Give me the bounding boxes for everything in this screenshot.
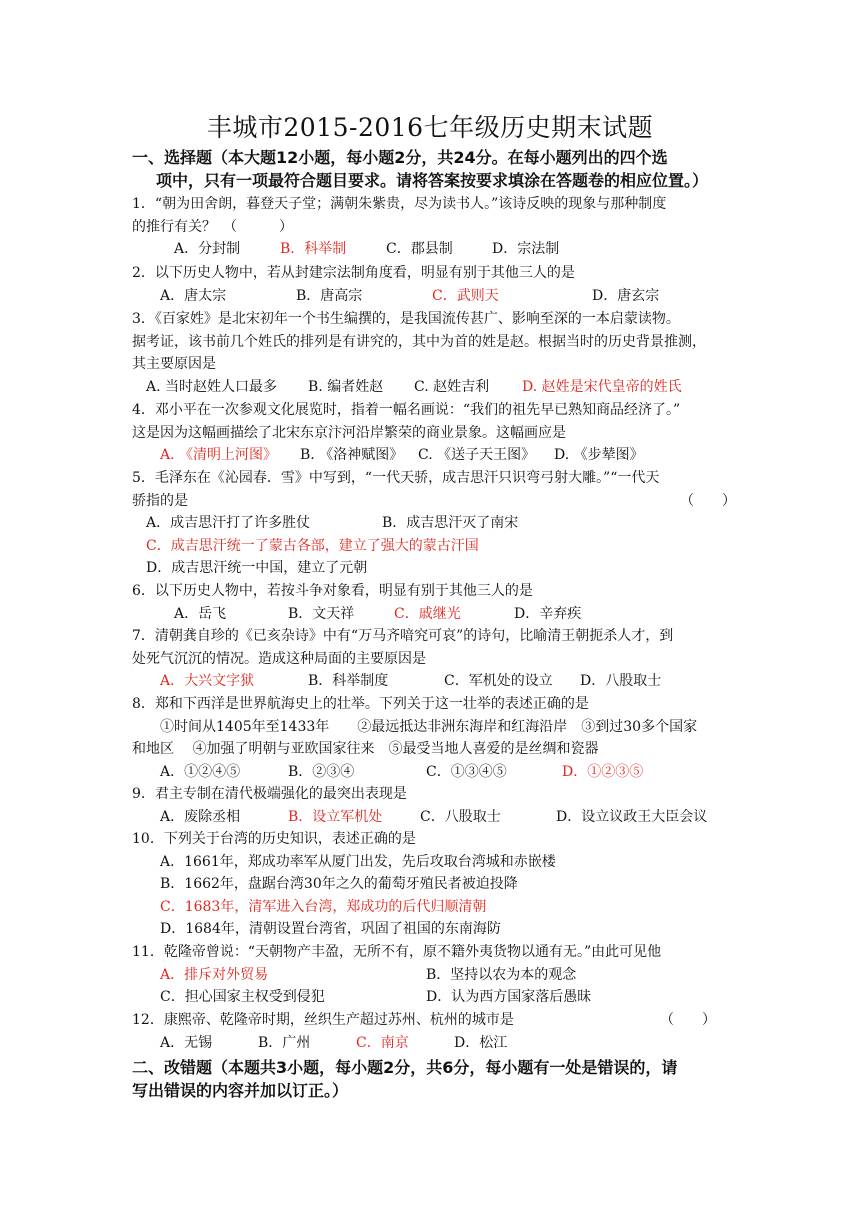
question-text: 8．郑和下西洋是世界航海史上的壮举。下列关于这一壮举的表述正确的是 — [132, 696, 589, 712]
question-10 — [132, 828, 732, 941]
option-d: D．设立议政王大臣会议 — [556, 808, 708, 825]
question-text: 2．以下历史人物中，若从封建宗法制角度看，明显有别于其他三人的是 — [132, 265, 575, 281]
option-a: A．无锡 — [160, 1034, 213, 1051]
option-d: D. 《步辇图》 — [554, 447, 644, 464]
options-row — [132, 603, 732, 626]
option-c: C．八股取士 — [420, 808, 501, 825]
option-a: A．废除丞相 — [160, 808, 241, 825]
question-3 — [132, 308, 732, 398]
option-d-answer: D. 赵姓是宋代皇帝的姓氏 — [522, 378, 682, 395]
options-row — [132, 238, 732, 261]
question-text: 11．乾隆帝曾说：“天朝物产丰盈，无所不有，原不籍外夷货物以通有无。”由此可见他 — [132, 944, 662, 960]
question-text: 9．君主专制在清代极端强化的最突出表现是 — [132, 786, 407, 802]
answer-parentheses: （ ） — [680, 492, 736, 509]
section-one-heading — [132, 146, 732, 192]
question-text-tail: 骄指的是 — [132, 492, 188, 509]
option-b: B. 编者姓赵 — [308, 378, 384, 395]
option-a: A．岳飞 — [174, 605, 227, 622]
question-text — [132, 490, 736, 513]
question-12 — [132, 1009, 732, 1054]
section-two-heading — [132, 1056, 732, 1102]
options-row — [132, 1032, 732, 1055]
question-6 — [132, 580, 732, 625]
options-row — [132, 512, 732, 535]
options-row — [132, 986, 732, 1009]
option-b: B．唐高宗 — [296, 287, 363, 304]
question-7 — [132, 625, 732, 693]
section-two-line1: 二、改错题（本题共3小题，每小题2分，共6分，每小题有一处是错误的，请 — [132, 1058, 678, 1077]
question-text: 5．毛泽东在《沁园春．雪》中写到，“一代天骄，成吉思汗只识弯弓射大雕。”“一代天 — [132, 470, 660, 486]
option-a: A．1661年，郑成功率军从厦门出发，先后攻取台湾城和赤嵌楼 — [160, 853, 556, 870]
question-text: 7．清朝龚自珍的《已亥杂诗》中有“万马齐喑究可哀”的诗句，比喻清王朝扼杀人才，到 — [132, 628, 674, 644]
section-one-line2: 项中，只有一项最符合题目要求。请将答案按要求填涂在答题卷的相应位置。） — [155, 171, 708, 190]
question-text-main: 12．康熙帝、乾隆帝时期，丝织生产超过苏州、杭州的城市是 — [132, 1012, 514, 1028]
option-b: B．科举制度 — [308, 673, 389, 690]
option-a: A．分封制 — [174, 241, 241, 258]
question-text: 其主要原因是 — [132, 356, 216, 373]
section-one-line1: 一、选择题（本大题12小题，每小题2分，共24分。在每小题列出的四个选 — [132, 148, 668, 167]
option-a: A．成吉思汗打了许多胜仗 — [146, 515, 311, 532]
question-8 — [132, 693, 732, 783]
section-two-line2: 写出错误的内容并加以订正。） — [132, 1081, 349, 1100]
option-c-answer: C．1683年，清军进入台湾，郑成功的后代归顺清朝 — [160, 898, 487, 915]
question-text: 和地区 ④加强了明朝与亚欧国家往来 ⑤最受当地人喜爱的是丝绸和瓷器 — [132, 741, 599, 758]
option-c-answer: C．武则天 — [432, 287, 499, 304]
option-a: A. 当时赵姓人口最多 — [146, 378, 278, 395]
option-a: A．①②④⑤ — [160, 763, 241, 780]
option-a: A．唐太宗 — [160, 287, 227, 304]
option-c: C．郡县制 — [386, 241, 453, 258]
option-d: D．宗法制 — [492, 241, 560, 258]
question-text: 3．《百家姓》是北宋初年一个书生编撰的，是我国流传甚广、影响至深的一本启蒙读物。 — [132, 311, 680, 327]
option-c: C. 赵姓吉利 — [414, 378, 490, 395]
option-d: D．松江 — [454, 1034, 508, 1051]
question-9 — [132, 783, 732, 828]
options-row — [132, 761, 732, 784]
option-d: D．成吉思汗统一中国，建立了元朝 — [146, 560, 368, 577]
question-text: 据考证，该书前几个姓氏的排列是有讲究的，其中为首的姓是赵。根据当时的历史背景推测， — [132, 333, 706, 350]
option-c-answer: C．成吉思汗统一了蒙古各部，建立了强大的蒙古汗国 — [146, 537, 479, 554]
options-row — [132, 285, 732, 308]
option-d: D．辛弃疾 — [514, 605, 582, 622]
option-b: B．广州 — [258, 1034, 311, 1051]
option-c: C．军机处的设立 — [444, 673, 553, 690]
question-text: 这是因为这幅画描绘了北宋东京汴河沿岸繁荣的商业景象。这幅画应是 — [132, 424, 566, 441]
question-text: 1．“朝为田舍朗，暮登天子堂；满朝朱紫贵，尽为读书人。”该诗反映的现象与那种制度 — [132, 196, 667, 212]
option-d-answer: D．①②③⑤ — [562, 763, 644, 780]
option-c: C．①③④⑤ — [426, 763, 507, 780]
option-a-answer: A. 《清明上河图》 — [160, 447, 278, 464]
option-c-answer: C．南京 — [356, 1034, 409, 1051]
option-a-answer: A．排斥对外贸易 — [160, 966, 269, 983]
options-row — [132, 964, 732, 987]
question-2 — [132, 262, 732, 307]
option-c: C. 《送子天王图》 — [418, 447, 536, 464]
option-b-answer: B．科举制 — [280, 241, 347, 258]
answer-parentheses: （ ） — [660, 1012, 716, 1028]
option-d: D．认为西方国家落后愚昧 — [426, 989, 592, 1006]
option-b: B. 《洛神赋图》 — [300, 447, 404, 464]
question-4 — [132, 399, 732, 467]
question-text: 4．邓小平在一次参观文化展览时，指着一幅名画说：“我们的祖先早已熟知商品经济了。” — [132, 402, 681, 418]
option-b: B．坚持以农为本的观念 — [426, 966, 577, 983]
options-row — [132, 376, 732, 399]
option-b: B．文天祥 — [288, 605, 355, 622]
option-b: B．成吉思汗灭了南宋 — [382, 515, 519, 532]
option-b: B．1662年，盘踞台湾30年之久的葡萄牙殖民者被迫投降 — [160, 876, 518, 893]
question-11 — [132, 941, 732, 1009]
option-b: B．②③④ — [288, 763, 355, 780]
question-5 — [132, 467, 736, 580]
options-row — [132, 670, 732, 693]
option-d: D．八股取士 — [580, 673, 662, 690]
option-a-answer: A．大兴文字狱 — [160, 673, 255, 690]
question-text: 6．以下历史人物中，若按斗争对象看，明显有别于其他三人的是 — [132, 583, 533, 599]
option-d: D．1684年，清朝设置台湾省，巩固了祖国的东南海防 — [160, 921, 501, 938]
question-text: 的推行有关？ （ ） — [132, 218, 293, 235]
question-text: 处死气沉沉的情况。造成这种局面的主要原因是 — [132, 650, 426, 667]
question-text — [132, 1009, 732, 1032]
question-text: 10．下列关于台湾的历史知识，表述正确的是 — [132, 831, 416, 847]
option-b-answer: B．设立军机处 — [288, 808, 383, 825]
options-row — [132, 806, 732, 829]
question-text: ①时间从1405年至1433年 ②最远抵达非洲东海岸和红海沿岸 ③到过30多个国家 — [160, 718, 698, 735]
options-row — [132, 444, 732, 467]
option-c-answer: C．戚继光 — [394, 605, 461, 622]
question-1 — [132, 193, 732, 261]
page-title: 丰城市2015-2016七年级历史期末试题 — [206, 113, 654, 142]
option-c: C．担心国家主权受到侵犯 — [160, 989, 325, 1006]
option-d: D．唐玄宗 — [592, 287, 660, 304]
